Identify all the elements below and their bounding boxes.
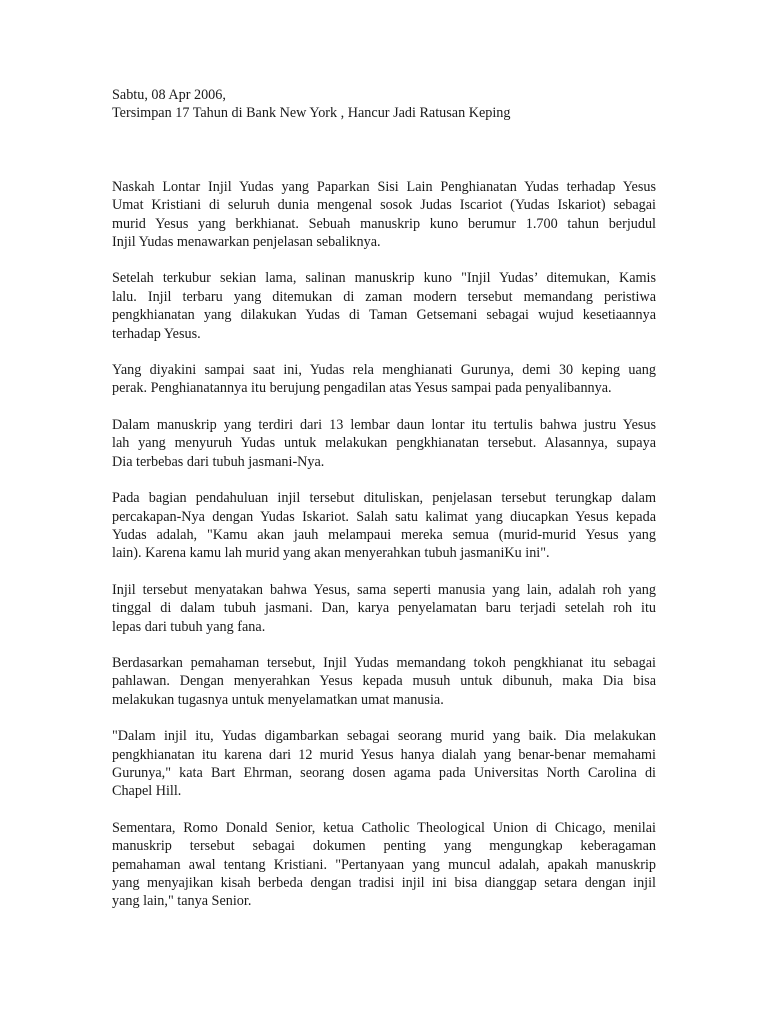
paragraph-line: murid Yesus yang berkhianat. Sebuah manuskrip kuno berumur 1.700 tahun berjudul <box>112 215 656 232</box>
paragraph-line: pengkhianatan itu karena dari 12 murid Yesus hanya dialah yang benar-benar memahami <box>112 746 656 763</box>
paragraph-line: perak. Penghianatannya itu berujung pengadilan atas Yesus sampai pada penyalibannya. <box>112 380 612 397</box>
paragraph-line: yang lain," tanya Senior. <box>112 893 252 910</box>
paragraph-line: terhadap Yesus. <box>112 325 201 342</box>
paragraph-line: lepas dari tubuh yang fana. <box>112 618 266 635</box>
article-paragraph <box>112 581 656 636</box>
paragraph-line: lalu. Injil terbaru yang ditemukan di zaman modern tersebut memandang peristiwa <box>112 288 656 305</box>
paragraph-line: Dia terbebas dari tubuh jasmani-Nya. <box>112 453 325 470</box>
article-paragraph <box>112 654 656 709</box>
paragraph-line: Sementara, Romo Donald Senior, ketua Catholic Theological Union di Chicago, menilai <box>112 819 656 836</box>
paragraph-line: tinggal di dalam tubuh jasmani. Dan, karya penyelamatan baru terjadi setelah roh itu <box>112 600 656 617</box>
article-title: Tersimpan 17 Tahun di Bank New York , Hancur Jadi Ratusan Keping <box>112 105 511 122</box>
article-paragraph <box>112 269 656 343</box>
paragraph-line: "Dalam injil itu, Yudas digambarkan sebagai seorang murid yang baik. Dia melakukan <box>112 728 656 745</box>
paragraph-line: percakapan-Nya dengan Yudas Iskariot. Salah satu kalimat yang diucapkan Yesus kepada <box>112 508 656 525</box>
paragraph-line: pengkhianatan yang dilakukan Yudas di Taman Getsemani sebagai wujud kesetiaannya <box>112 307 656 324</box>
paragraph-line: Pada bagian pendahuluan injil tersebut dituliskan, penjelasan tersebut terungkap dalam <box>112 490 656 507</box>
paragraph-line: melakukan tugasnya untuk menyelamatkan umat manusia. <box>112 691 444 708</box>
article-date: Sabtu, 08 Apr 2006, <box>112 87 226 103</box>
paragraph-line: Setelah terkubur sekian lama, salinan manuskrip kuno "Injil Yudas’ ditemukan, Kamis <box>112 270 656 287</box>
paragraph-line: Berdasarkan pemahaman tersebut, Injil Yudas memandang tokoh pengkhianat itu sebagai <box>112 654 656 671</box>
paragraph-line: lah yang menyuruh Yudas untuk melakukan pengkhianatan tersebut. Alasannya, supaya <box>112 435 656 452</box>
paragraph-line: pahlawan. Dengan menyerahkan Yesus kepada musuh untuk dibunuh, maka Dia bisa <box>112 673 656 690</box>
paragraph-line: Umat Kristiani di seluruh dunia mengenal sosok Judas Iscariot (Yudas Iskariot) sebagai <box>112 197 656 214</box>
document-page <box>112 86 656 929</box>
paragraph-line: manuskrip tersebut sebagai dokumen penting yang mengungkap keberagaman <box>112 838 656 855</box>
article-paragraph <box>112 361 656 398</box>
paragraph-line: Injil Yudas menawarkan penjelasan sebaliknya. <box>112 234 381 251</box>
article-body <box>112 178 656 911</box>
article-paragraph <box>112 727 656 801</box>
article-paragraph <box>112 489 656 563</box>
article-paragraph <box>112 819 656 911</box>
paragraph-line: Naskah Lontar Injil Yudas yang Paparkan Sisi Lain Penghianatan Yudas terhadap Yesus <box>112 178 656 195</box>
paragraph-line: Chapel Hill. <box>112 783 182 800</box>
paragraph-line: Yang diyakini sampai saat ini, Yudas rela menghianati Gurunya, demi 30 keping uang <box>112 362 656 379</box>
paragraph-line: lain). Karena kamu lah murid yang akan menyerahkan tubuh jasmaniKu ini". <box>112 545 550 562</box>
article-paragraph <box>112 178 656 252</box>
paragraph-line: Gurunya," kata Bart Ehrman, seorang dosen agama pada Universitas North Carolina di <box>112 764 656 781</box>
paragraph-line: pemahaman awal tentang Kristiani. "Pertanyaan yang muncul adalah, apakah manuskrip <box>112 856 656 873</box>
paragraph-line: Injil tersebut menyatakan bahwa Yesus, sama seperti manusia yang lain, adalah roh yang <box>112 581 656 598</box>
paragraph-line: Yudas adalah, "Kamu akan jauh melampaui mereka semua (murid-murid Yesus yang <box>112 526 656 543</box>
paragraph-line: yang menyajikan kisah berbeda dengan tradisi injil ini bisa dianggap setara dengan injil <box>112 875 656 891</box>
article-header <box>112 86 656 123</box>
article-paragraph <box>112 416 656 471</box>
paragraph-line: Dalam manuskrip yang terdiri dari 13 lembar daun lontar itu tertulis bahwa justru Yesus <box>112 416 656 433</box>
